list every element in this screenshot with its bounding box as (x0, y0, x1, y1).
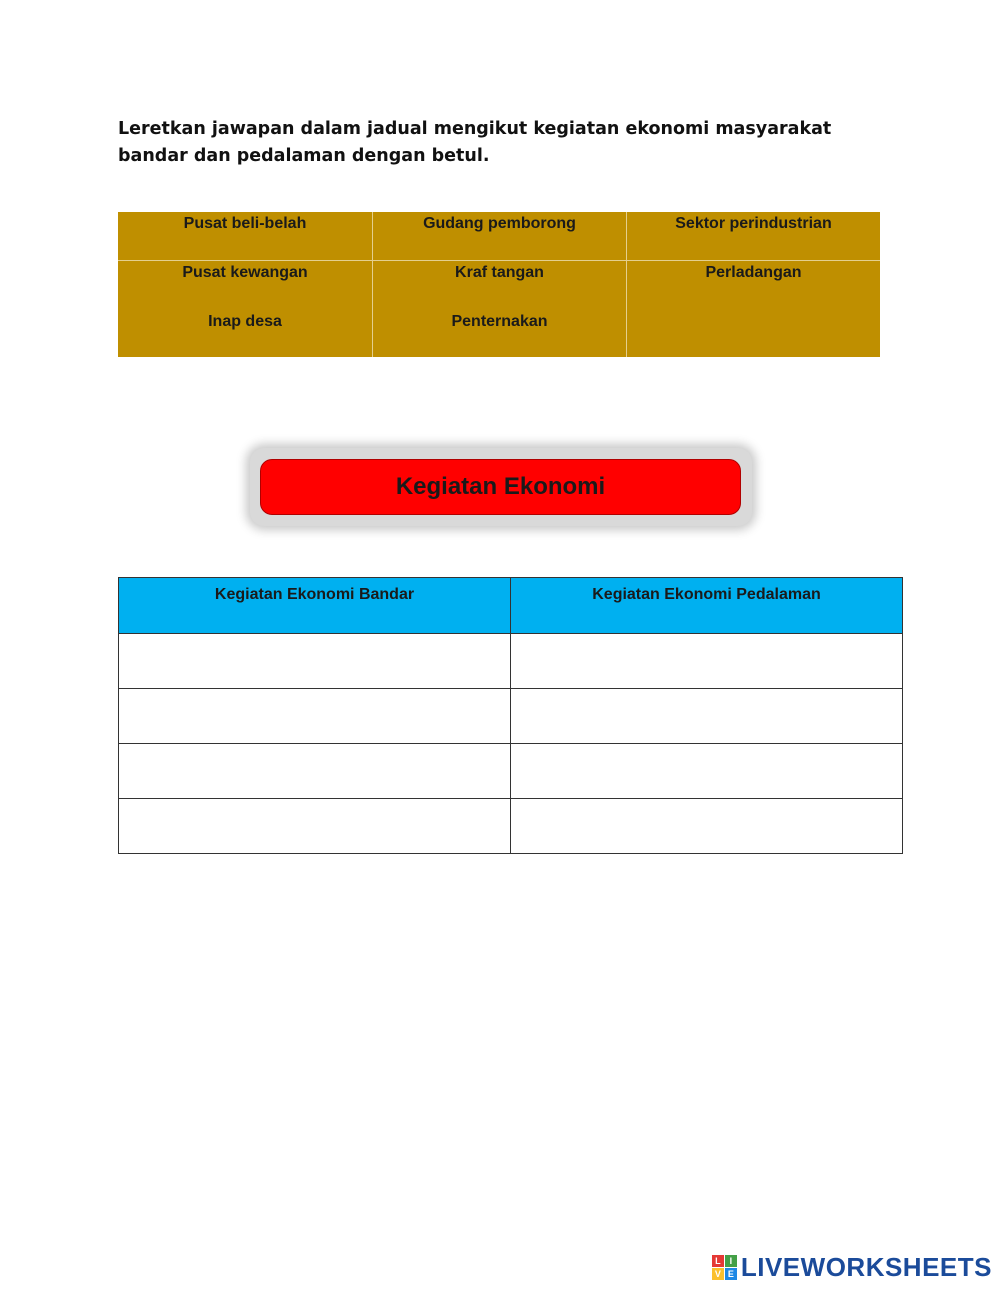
answer-bank-cell (372, 260, 626, 357)
drop-cell-bandar[interactable] (119, 634, 511, 689)
column-header-pedalaman: Kegiatan Ekonomi Pedalaman (511, 578, 903, 634)
drop-cell-bandar[interactable] (119, 689, 511, 744)
answer-bank-cell (118, 212, 372, 260)
section-title-banner: Kegiatan Ekonomi (260, 459, 741, 515)
drop-cell-bandar[interactable] (119, 744, 511, 799)
table-header-row (119, 578, 903, 634)
table-row (119, 744, 903, 799)
answer-bank-cell (118, 260, 372, 357)
drop-cell-pedalaman[interactable] (511, 799, 903, 854)
logo-icon (712, 1255, 737, 1280)
logo-letter: I (725, 1255, 737, 1267)
liveworksheets-logo (712, 1252, 992, 1283)
drop-cell-pedalaman[interactable] (511, 744, 903, 799)
instruction-line-2: bandar dan pedalaman dengan betul. (118, 146, 490, 166)
table-row (119, 799, 903, 854)
answer-item[interactable]: Inap desa (208, 313, 282, 330)
answer-item[interactable]: Penternakan (451, 313, 548, 330)
instruction-text (118, 116, 858, 170)
instruction-line-1: Leretkan jawapan dalam jadual mengikut kegiatan ekonomi masyarakat (118, 119, 832, 139)
answer-bank-cell (626, 260, 880, 357)
column-header-bandar: Kegiatan Ekonomi Bandar (119, 578, 511, 634)
answer-item[interactable]: Perladangan (705, 264, 802, 281)
answer-item[interactable]: Pusat beli-belah (183, 215, 307, 232)
answer-item[interactable]: Pusat kewangan (182, 264, 308, 281)
drop-cell-bandar[interactable] (119, 799, 511, 854)
table-row (119, 689, 903, 744)
answer-item[interactable]: Kraf tangan (455, 264, 544, 281)
answer-item[interactable]: Sektor perindustrian (675, 215, 832, 232)
answer-bank (118, 212, 880, 357)
logo-letter: L (712, 1255, 724, 1267)
drop-cell-pedalaman[interactable] (511, 634, 903, 689)
drop-cell-pedalaman[interactable] (511, 689, 903, 744)
logo-letter: E (725, 1268, 737, 1280)
logo-text: LIVEWORKSHEETS (740, 1252, 992, 1282)
logo-letter: V (712, 1268, 724, 1280)
answer-table (118, 577, 903, 854)
table-row (119, 634, 903, 689)
answer-bank-cell (626, 212, 880, 260)
answer-item[interactable]: Gudang pemborong (423, 215, 576, 232)
answer-bank-cell (372, 212, 626, 260)
